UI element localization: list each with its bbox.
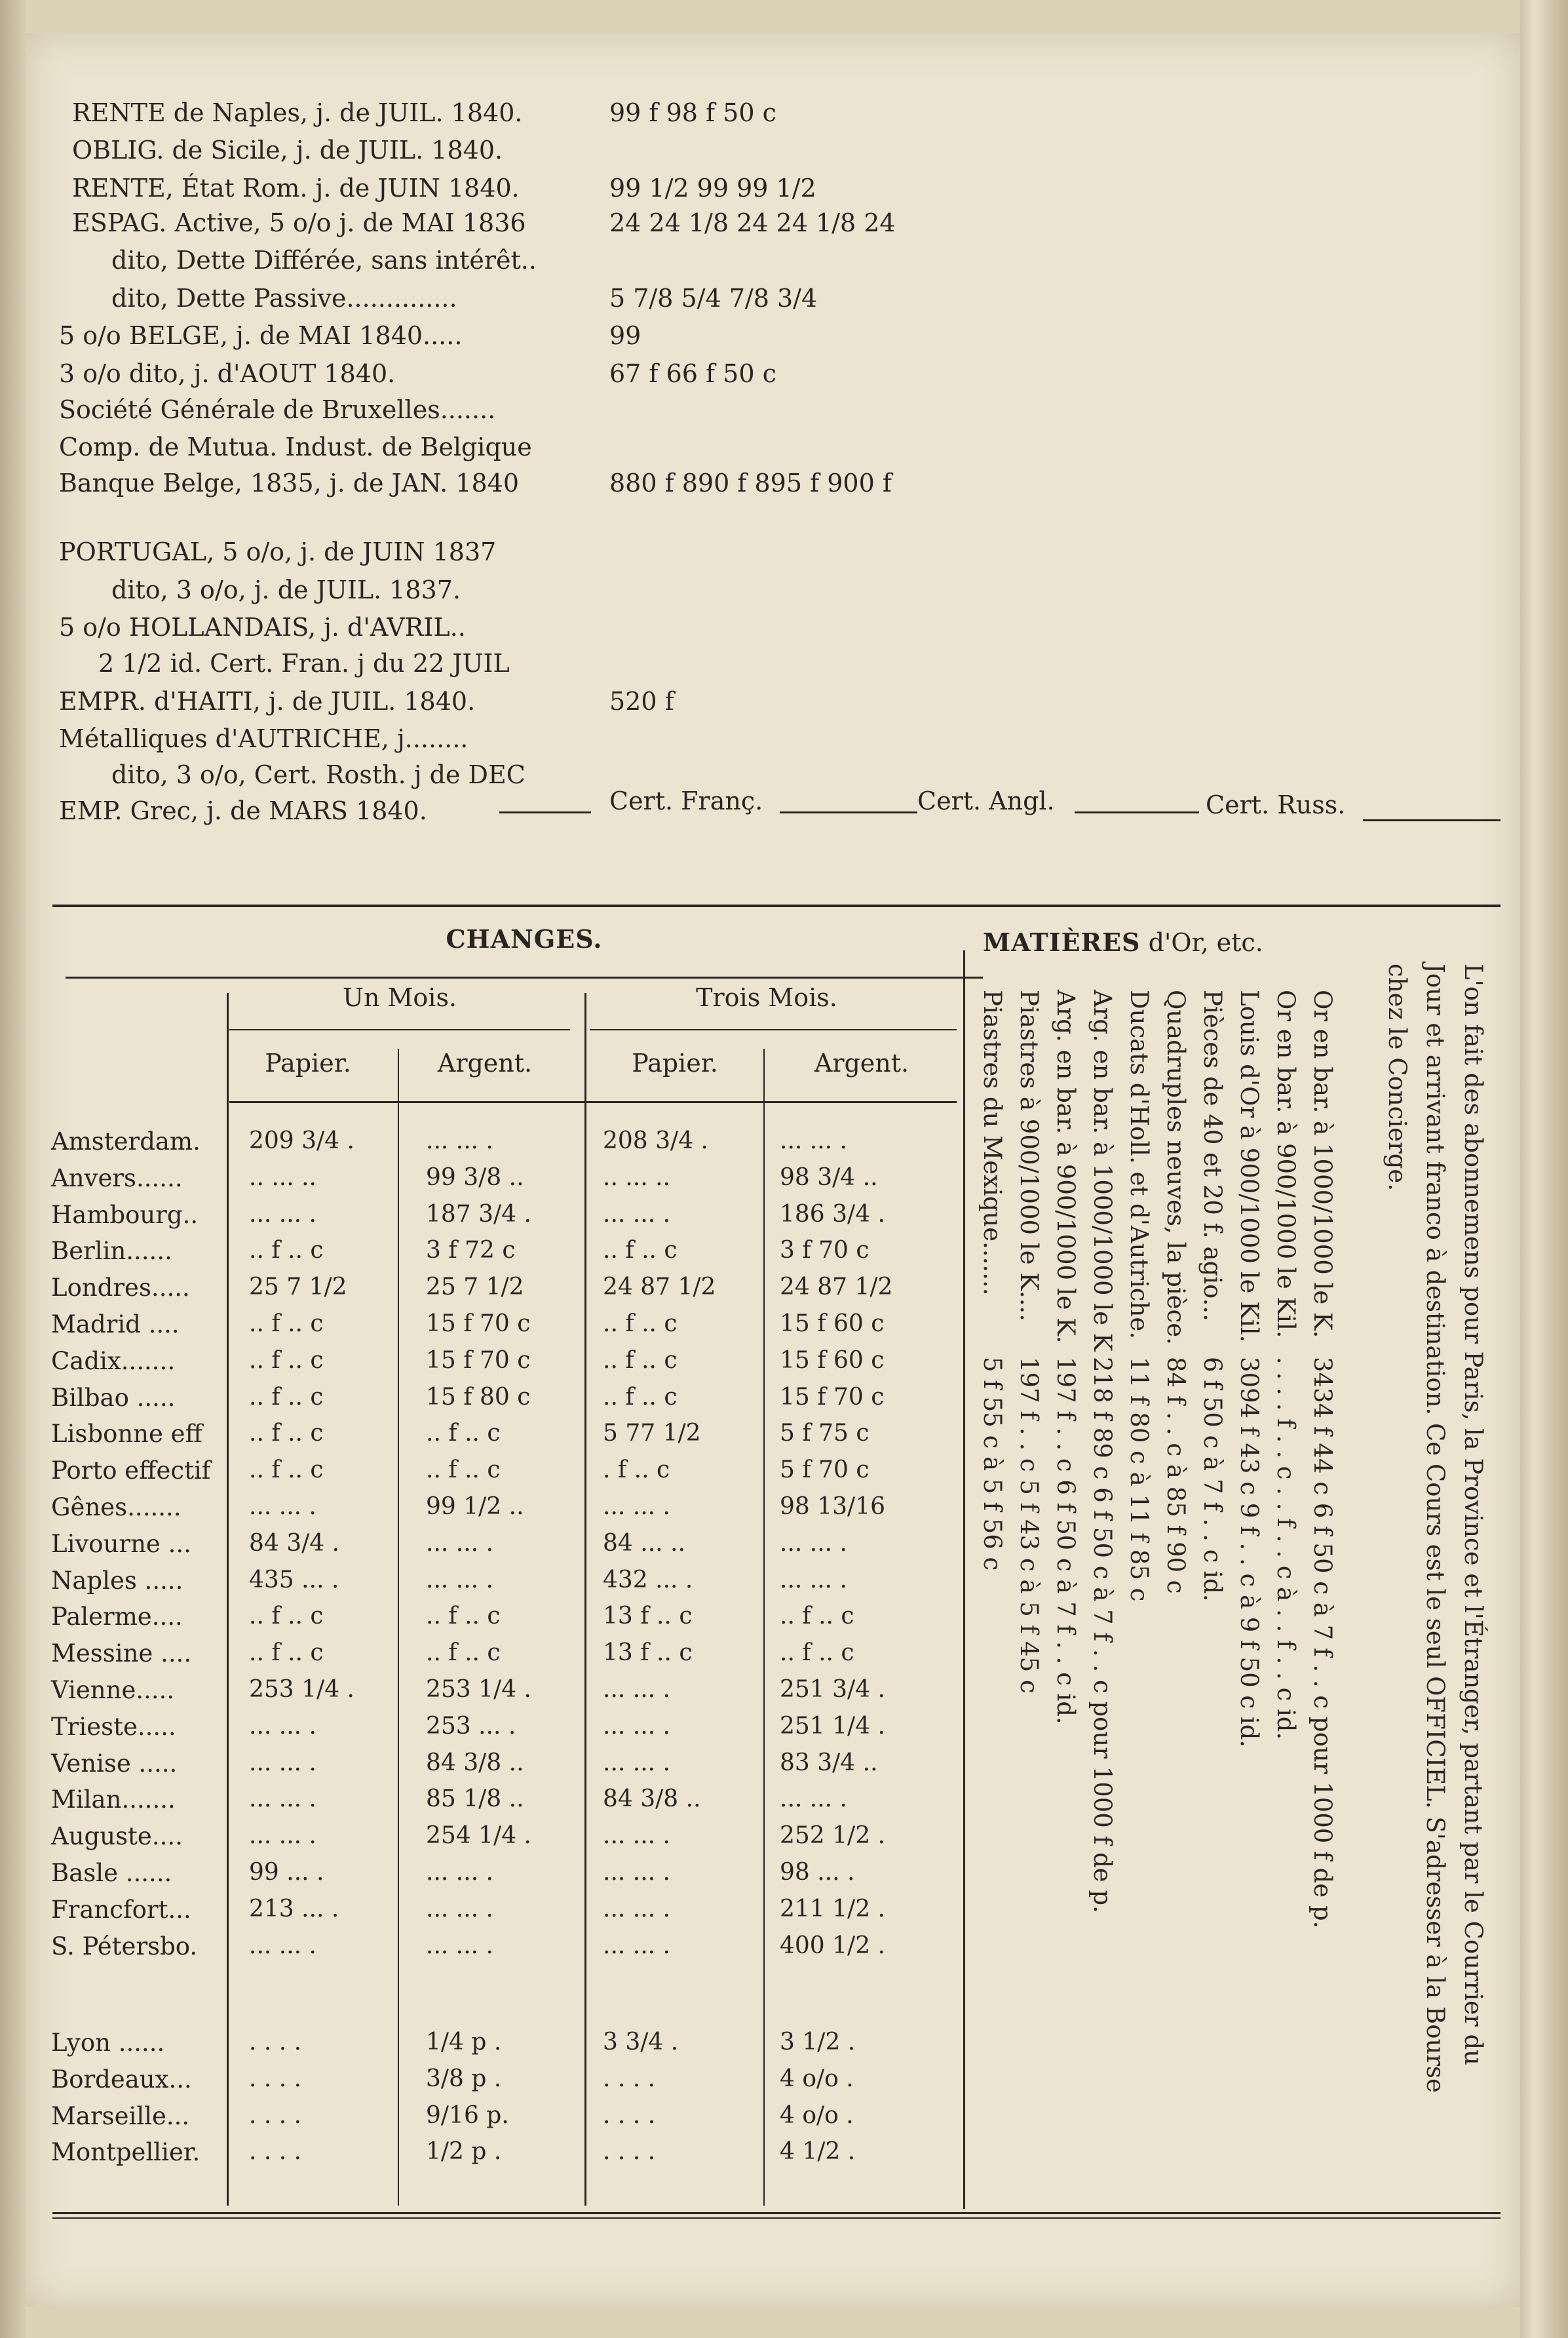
matiere-row bbox=[1162, 990, 1190, 1594]
city-label: Lyon ...... bbox=[51, 2029, 165, 2057]
rente-label: EMPR. d'HAITI, j. de JUIL. 1840. bbox=[59, 687, 476, 716]
abonnement-line: chez le Concierge. bbox=[1383, 964, 1411, 1192]
city-label: Milan....... bbox=[51, 1785, 176, 1814]
un-mois-rule bbox=[229, 1029, 570, 1030]
matiere-label: Arg. en bar. à 1000/1000 le K bbox=[1088, 990, 1117, 1352]
argent-3-header: Argent. bbox=[814, 1049, 909, 1078]
rate-cell-a3: 186 3/4 . bbox=[780, 1200, 885, 1228]
rate-cell-p3: ... ... . bbox=[603, 1676, 670, 1703]
rate-cell-a3: .. f .. c bbox=[780, 1639, 854, 1667]
matiere-value: 5 f 55 c à 5 f 56 c bbox=[978, 1357, 1006, 1571]
col-rule bbox=[763, 1049, 765, 2206]
rate-cell-p1: ... ... . bbox=[249, 1200, 316, 1228]
city-label: Francfort... bbox=[51, 1895, 191, 1924]
rente-label: Société Générale de Bruxelles....... bbox=[59, 395, 496, 424]
trois-mois-rule bbox=[590, 1029, 957, 1030]
un-mois-header: Un Mois. bbox=[342, 983, 457, 1012]
matiere-label: Or en bar. à 900/1000 le Kil. bbox=[1272, 990, 1300, 1338]
rate-cell-p3: ... ... . bbox=[603, 1895, 670, 1922]
rate-cell-p1: .. f .. c bbox=[249, 1237, 324, 1264]
matiere-row bbox=[1198, 990, 1227, 1601]
city-label: Londres..... bbox=[51, 1274, 190, 1302]
rate-cell-p3: 13 f .. c bbox=[603, 1603, 693, 1630]
matiere-label: Ducats d'Holl. et d'Autriche. bbox=[1125, 990, 1153, 1340]
rate-cell-p3: ... ... . bbox=[603, 1822, 670, 1850]
rente-value: 24 24 1/8 24 24 1/8 24 bbox=[609, 208, 896, 237]
rate-cell-p1: . . . . bbox=[249, 2065, 302, 2092]
rate-cell-p3: 24 87 1/2 bbox=[603, 1274, 716, 1301]
matiere-value: 197 f . . c 5 f 43 c à 5 f 45 c bbox=[1015, 1357, 1043, 1694]
rate-cell-a3: 211 1/2 . bbox=[780, 1895, 885, 1922]
rate-cell-a3: 252 1/2 . bbox=[780, 1822, 885, 1850]
rate-cell-a1: ... ... . bbox=[426, 1529, 493, 1557]
rate-cell-a3: ... ... . bbox=[780, 1785, 847, 1813]
rate-cell-a1: 15 f 80 c bbox=[426, 1383, 531, 1411]
rate-cell-p3: .. ... .. bbox=[603, 1163, 670, 1191]
matiere-row bbox=[1088, 990, 1117, 1913]
document-page bbox=[26, 33, 1520, 2307]
rente-label: OBLIG. de Sicile, j. de JUIL. 1840. bbox=[72, 136, 503, 165]
page-right-edge bbox=[1520, 0, 1568, 2338]
rate-cell-p1: 84 3/4 . bbox=[249, 1529, 340, 1557]
rente-label: Comp. de Mutua. Indust. de Belgique bbox=[59, 433, 532, 461]
rate-cell-a3: .. f .. c bbox=[780, 1603, 854, 1630]
abonnement-line: L'on fait des abonnemens pour Paris, la Province et l'Étranger, partant par le Courrier du bbox=[1459, 964, 1487, 2066]
rente-label: dito, Dette Différée, sans intérêt.. bbox=[111, 246, 537, 275]
rate-cell-a3: 98 ... . bbox=[780, 1859, 855, 1886]
city-label: S. Pétersbo. bbox=[51, 1932, 198, 1960]
rate-cell-p1: ... ... . bbox=[249, 1785, 316, 1813]
col-header-rule bbox=[229, 1101, 957, 1103]
abonnement-line: Jour et arrivant franco à destination. Ce Cours est le seul OFFICIEL. S'adresser à la Bourse bbox=[1421, 964, 1449, 2093]
rate-cell-p3: .. f .. c bbox=[603, 1346, 678, 1374]
rate-cell-a1: 187 3/4 . bbox=[426, 1200, 531, 1228]
city-label: Anvers...... bbox=[51, 1163, 183, 1192]
rate-cell-a1: 1/2 p . bbox=[426, 2138, 502, 2166]
rate-cell-a1: 253 1/4 . bbox=[426, 1676, 531, 1703]
rente-label: RENTE de Naples, j. de JUIL. 1840. bbox=[72, 98, 523, 127]
rate-cell-a3: ... ... . bbox=[780, 1127, 847, 1154]
matiere-value: 3434 f 44 c 6 f 50 c à 7 f . . c pour 1000 f de p. bbox=[1309, 1357, 1337, 1929]
papier-1-header: Papier. bbox=[265, 1049, 351, 1078]
rente-label: ESPAG. Active, 5 o/o j. de MAI 1836 bbox=[72, 208, 526, 237]
rate-cell-p1: . . . . bbox=[249, 2101, 302, 2129]
cert-line bbox=[1075, 811, 1199, 813]
rate-cell-p3: 208 3/4 . bbox=[603, 1127, 708, 1154]
rate-cell-p1: .. f .. c bbox=[249, 1383, 324, 1411]
rente-value: 99 f 98 f 50 c bbox=[609, 98, 776, 127]
rate-cell-a3: 4 o/o . bbox=[780, 2101, 854, 2129]
rate-cell-a1: ... ... . bbox=[426, 1566, 493, 1593]
rate-cell-a3: 5 f 70 c bbox=[780, 1456, 870, 1484]
rate-cell-a3: 251 1/4 . bbox=[780, 1712, 885, 1740]
rate-cell-a1: 15 f 70 c bbox=[426, 1310, 531, 1337]
rate-cell-a3: 4 o/o . bbox=[780, 2065, 854, 2092]
city-label: Berlin...... bbox=[51, 1237, 172, 1266]
matiere-row bbox=[978, 990, 1006, 1570]
cert-line bbox=[1363, 819, 1501, 821]
rente-value: 5 7/8 5/4 7/8 3/4 bbox=[609, 284, 818, 313]
rate-cell-p1: .. f .. c bbox=[249, 1639, 324, 1667]
rate-cell-p3: 84 ... .. bbox=[603, 1529, 685, 1557]
matiere-value: 197 f . . c 6 f 50 c à 7 f . . c id. bbox=[1052, 1357, 1080, 1724]
rente-label: dito, 3 o/o, Cert. Rosth. j de DEC bbox=[111, 760, 526, 789]
city-label: Basle ...... bbox=[51, 1859, 172, 1887]
rate-cell-p3: ... ... . bbox=[603, 1200, 670, 1228]
rate-cell-p3: . . . . bbox=[603, 2101, 656, 2129]
rate-cell-p1: . . . . bbox=[249, 2138, 302, 2166]
city-label: Montpellier. bbox=[51, 2138, 201, 2167]
rente-label: Métalliques d'AUTRICHE, j........ bbox=[59, 724, 468, 753]
rente-label: PORTUGAL, 5 o/o, j. de JUIN 1837 bbox=[59, 537, 497, 566]
cert-angl: Cert. Angl. bbox=[917, 787, 1055, 815]
city-label: Hambourg.. bbox=[51, 1200, 199, 1229]
rate-cell-p1: ... ... . bbox=[249, 1493, 316, 1520]
rate-cell-p3: . . . . bbox=[603, 2138, 656, 2166]
rate-cell-a1: 25 7 1/2 bbox=[426, 1274, 524, 1301]
rate-cell-a3: 15 f 70 c bbox=[780, 1383, 885, 1411]
matiere-value: . . . . f . . c . . f . . c à . . f . . c id. bbox=[1272, 1357, 1300, 1740]
rate-cell-a1: 3/8 p . bbox=[426, 2065, 502, 2092]
rate-cell-p1: .. f .. c bbox=[249, 1310, 324, 1337]
rate-cell-p1: 213 ... . bbox=[249, 1895, 339, 1922]
rate-cell-a3: 98 13/16 bbox=[780, 1493, 885, 1520]
rate-cell-a3: 15 f 60 c bbox=[780, 1346, 885, 1374]
rate-cell-a1: 99 3/8 .. bbox=[426, 1163, 524, 1191]
rate-cell-a3: 4 1/2 . bbox=[780, 2138, 856, 2166]
matiere-row bbox=[1015, 990, 1043, 1694]
rate-cell-a3: 3 1/2 . bbox=[780, 2029, 856, 2055]
rate-cell-p1: .. f .. c bbox=[249, 1456, 324, 1484]
rate-cell-a3: 3 f 70 c bbox=[780, 1237, 870, 1264]
rate-cell-a3: 83 3/4 .. bbox=[780, 1749, 878, 1776]
matiere-value: 84 f . . c à 85 f 90 c bbox=[1162, 1357, 1190, 1594]
cert-russ: Cert. Russ. bbox=[1206, 790, 1346, 819]
matiere-value: 6 f 50 c à 7 f . . c id. bbox=[1198, 1357, 1227, 1602]
city-label: Auguste.... bbox=[51, 1822, 183, 1851]
matiere-row bbox=[1309, 990, 1337, 1928]
rate-cell-a3: ... ... . bbox=[780, 1529, 847, 1557]
rate-cell-p3: 3 3/4 . bbox=[603, 2029, 679, 2055]
rate-cell-a1: 3 f 72 c bbox=[426, 1237, 516, 1264]
changes-rule bbox=[66, 977, 983, 979]
rente-label: dito, Dette Passive.............. bbox=[111, 284, 457, 313]
rente-label: Banque Belge, 1835, j. de JAN. 1840 bbox=[59, 469, 520, 497]
rate-cell-p1: 253 1/4 . bbox=[249, 1676, 354, 1703]
rate-cell-a1: 99 1/2 .. bbox=[426, 1493, 524, 1520]
section-divider bbox=[52, 905, 1501, 907]
rente-label: EMP. Grec, j. de MARS 1840. bbox=[59, 796, 427, 825]
rate-cell-a3: 251 3/4 . bbox=[780, 1676, 885, 1703]
rate-cell-p3: 5 77 1/2 bbox=[603, 1420, 701, 1447]
papier-3-header: Papier. bbox=[632, 1049, 718, 1078]
city-label: Bordeaux... bbox=[51, 2065, 192, 2094]
rate-cell-p3: 84 3/8 .. bbox=[603, 1785, 701, 1813]
rate-cell-p3: .. f .. c bbox=[603, 1310, 678, 1337]
rate-cell-p1: .. f .. c bbox=[249, 1346, 324, 1374]
bottom-rule bbox=[52, 2212, 1501, 2214]
matiere-label: Piastres à 900/1000 le K.... bbox=[1015, 990, 1043, 1321]
rate-cell-p1: ... ... . bbox=[249, 1932, 316, 1959]
rente-value: 99 bbox=[609, 321, 641, 350]
city-label: Amsterdam. bbox=[51, 1127, 201, 1156]
rate-cell-p3: ... ... . bbox=[603, 1493, 670, 1520]
rate-cell-a3: ... ... . bbox=[780, 1566, 847, 1593]
rate-cell-p1: 99 ... . bbox=[249, 1859, 324, 1886]
rate-cell-a1: ... ... . bbox=[426, 1932, 493, 1959]
rente-value: 880 f 890 f 895 f 900 f bbox=[609, 469, 892, 497]
city-label: Palerme.... bbox=[51, 1603, 183, 1631]
city-label: Naples ..... bbox=[51, 1566, 183, 1595]
rate-cell-a1: 15 f 70 c bbox=[426, 1346, 531, 1374]
matiere-value: 218 f 89 c 6 f 50 c à 7 f . . c pour 1000 f de p. bbox=[1088, 1357, 1117, 1913]
cert-line bbox=[780, 811, 917, 813]
rate-cell-p3: ... ... . bbox=[603, 1859, 670, 1886]
rate-cell-p3: ... ... . bbox=[603, 1932, 670, 1959]
city-label: Marseille... bbox=[51, 2101, 190, 2130]
matiere-value: 3094 f 43 c 9 f . . c à 9 f 50 c id. bbox=[1235, 1357, 1263, 1748]
col-rule bbox=[398, 1049, 399, 2206]
rate-cell-p1: .. ... .. bbox=[249, 1163, 316, 1191]
rate-cell-a1: ... ... . bbox=[426, 1127, 493, 1154]
rate-cell-a1: 254 1/4 . bbox=[426, 1822, 531, 1850]
rate-cell-a3: 5 f 75 c bbox=[780, 1420, 870, 1447]
city-label: Lisbonne eff bbox=[51, 1420, 202, 1449]
matiere-label: Arg. en bar. à 900/1000 le K. bbox=[1052, 990, 1080, 1344]
rate-cell-p1: ... ... . bbox=[249, 1749, 316, 1776]
rate-cell-p1: .. f .. c bbox=[249, 1420, 324, 1447]
matiere-label: Quadruples neuves, la pièce. bbox=[1162, 990, 1190, 1345]
rate-cell-a1: 253 ... . bbox=[426, 1712, 516, 1740]
city-label: Vienne..... bbox=[51, 1676, 175, 1704]
argent-1-header: Argent. bbox=[437, 1049, 533, 1078]
rate-cell-a1: 85 1/8 .. bbox=[426, 1785, 524, 1813]
city-label: Porto effectif bbox=[51, 1456, 211, 1485]
rate-cell-p1: 209 3/4 . bbox=[249, 1127, 354, 1154]
matiere-label: Or en bar. à 1000/1000 le K. bbox=[1309, 990, 1337, 1338]
matiere-label: Pièces de 40 et 20 f. agio... bbox=[1198, 990, 1227, 1321]
matiere-row bbox=[1125, 990, 1153, 1601]
rente-label: 5 o/o HOLLANDAIS, j. d'AVRIL.. bbox=[59, 613, 466, 642]
cert-franc: Cert. Franç. bbox=[609, 787, 763, 815]
matiere-row bbox=[1235, 990, 1263, 1747]
rate-cell-a3: 24 87 1/2 bbox=[780, 1274, 893, 1301]
rate-cell-a1: 84 3/8 .. bbox=[426, 1749, 524, 1776]
matiere-row bbox=[1272, 990, 1300, 1740]
rate-cell-p3: 13 f .. c bbox=[603, 1639, 693, 1667]
rate-cell-a1: 1/4 p . bbox=[426, 2029, 502, 2055]
matieres-title-rest: d'Or, etc. bbox=[1140, 928, 1263, 957]
matieres-title bbox=[983, 927, 1376, 957]
changes-title: CHANGES. bbox=[446, 924, 603, 954]
city-label: Messine .... bbox=[51, 1639, 192, 1668]
rente-label: 2 1/2 id. Cert. Fran. j du 22 JUIL bbox=[98, 649, 510, 678]
col-rule bbox=[584, 993, 586, 2206]
rate-cell-p3: ... ... . bbox=[603, 1749, 670, 1776]
city-label: Madrid .... bbox=[51, 1310, 180, 1338]
matiere-row bbox=[1052, 990, 1080, 1724]
trois-mois-header: Trois Mois. bbox=[696, 983, 837, 1012]
rate-cell-a1: .. f .. c bbox=[426, 1603, 501, 1630]
col-rule bbox=[963, 950, 965, 2209]
rate-cell-p1: . . . . bbox=[249, 2029, 302, 2055]
rate-cell-a3: 98 3/4 .. bbox=[780, 1163, 878, 1191]
rate-cell-a1: .. f .. c bbox=[426, 1456, 501, 1484]
city-label: Cadix....... bbox=[51, 1346, 176, 1375]
city-label: Trieste..... bbox=[51, 1712, 176, 1741]
rate-cell-a3: 400 1/2 . bbox=[780, 1932, 885, 1959]
rente-value: 67 f 66 f 50 c bbox=[609, 359, 776, 388]
rate-cell-a1: .. f .. c bbox=[426, 1639, 501, 1667]
rente-label: dito, 3 o/o, j. de JUIL. 1837. bbox=[111, 575, 461, 604]
city-label: Livourne ... bbox=[51, 1529, 191, 1558]
col-rule bbox=[227, 993, 229, 2206]
rate-cell-p3: 432 ... . bbox=[603, 1566, 693, 1593]
rate-cell-p3: .. f .. c bbox=[603, 1383, 678, 1411]
rate-cell-p3: . f .. c bbox=[603, 1456, 670, 1484]
city-label: Gênes....... bbox=[51, 1493, 182, 1521]
rate-cell-a1: .. f .. c bbox=[426, 1420, 501, 1447]
rente-value: 520 f bbox=[609, 687, 674, 716]
matiere-label: Louis d'Or à 900/1000 le Kil. bbox=[1235, 990, 1263, 1343]
rate-cell-p1: 435 ... . bbox=[249, 1566, 339, 1593]
rate-cell-p1: 25 7 1/2 bbox=[249, 1274, 347, 1301]
rente-label: 5 o/o BELGE, j. de MAI 1840..... bbox=[59, 321, 463, 350]
rente-value: 99 1/2 99 99 1/2 bbox=[609, 174, 816, 203]
rate-cell-a1: ... ... . bbox=[426, 1895, 493, 1922]
rate-cell-a1: 9/16 p. bbox=[426, 2101, 509, 2129]
rate-cell-p3: .. f .. c bbox=[603, 1237, 678, 1264]
rate-cell-p3: . . . . bbox=[603, 2065, 656, 2092]
city-label: Bilbao ..... bbox=[51, 1383, 176, 1412]
cert-line bbox=[499, 811, 591, 813]
matiere-label: Piastres du Mexique....... bbox=[978, 990, 1006, 1296]
city-label: Venise ..... bbox=[51, 1749, 178, 1778]
rente-label: RENTE, État Rom. j. de JUIN 1840. bbox=[72, 174, 520, 203]
rate-cell-a1: ... ... . bbox=[426, 1859, 493, 1886]
matieres-title-bold: MATIÈRES bbox=[983, 927, 1141, 957]
rate-cell-a3: 15 f 60 c bbox=[780, 1310, 885, 1337]
rate-cell-p1: .. f .. c bbox=[249, 1603, 324, 1630]
page-left-edge bbox=[0, 0, 26, 2338]
rate-cell-p3: ... ... . bbox=[603, 1712, 670, 1740]
rate-cell-p1: ... ... . bbox=[249, 1712, 316, 1740]
bottom-rule bbox=[52, 2217, 1501, 2219]
rate-cell-p1: ... ... . bbox=[249, 1822, 316, 1850]
matiere-value: 11 f 80 c à 11 f 85 c bbox=[1125, 1357, 1153, 1602]
rente-label: 3 o/o dito, j. d'AOUT 1840. bbox=[59, 359, 396, 388]
